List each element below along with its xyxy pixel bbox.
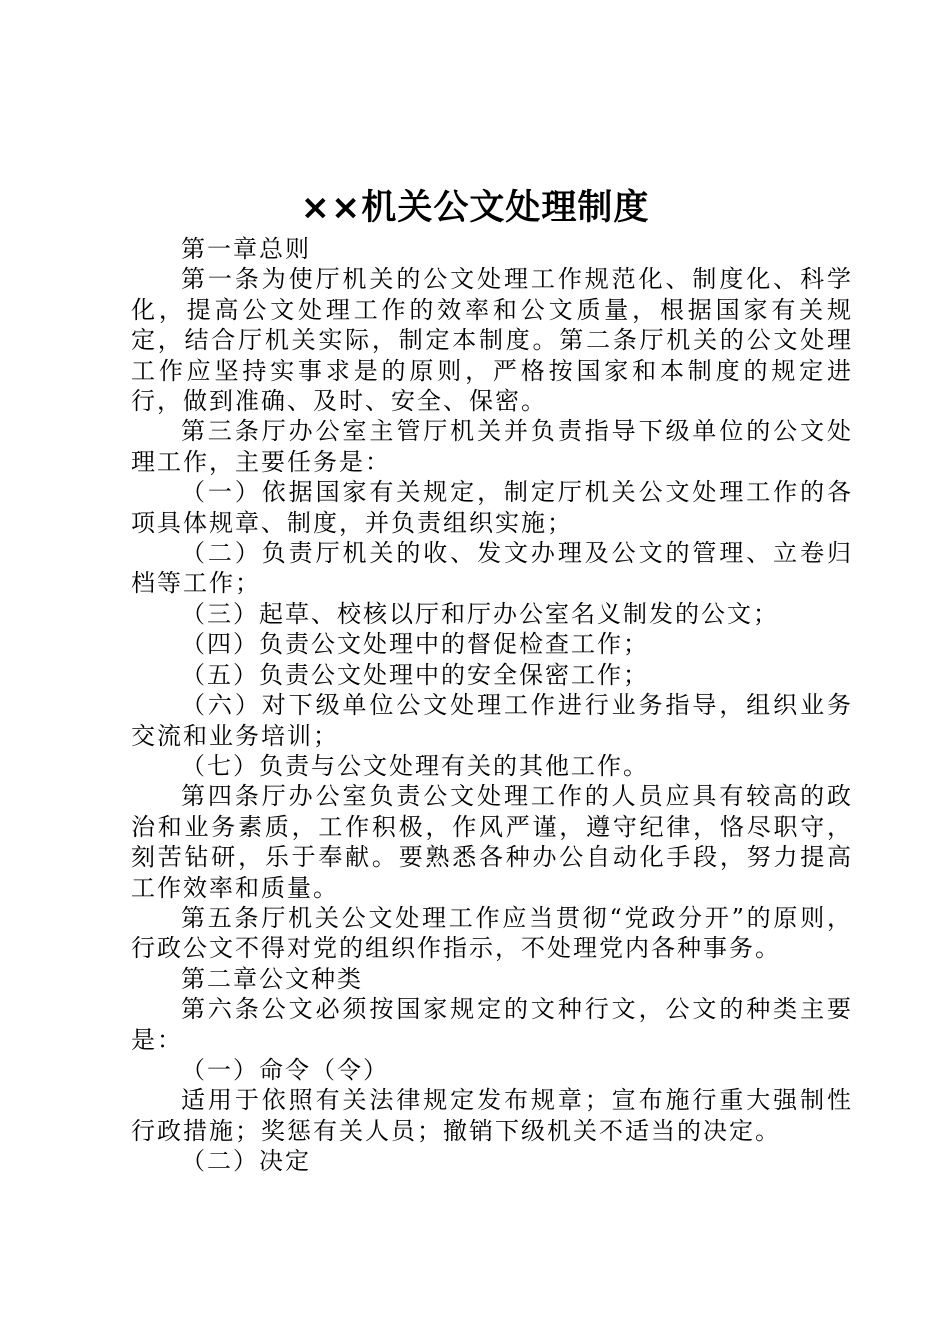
article-1-2: 第一条为使厅机关的公文处理工作规范化、制度化、科学化，提高公文处理工作的效率和公文质量，根据国家有关规定，结合厅机关实际，制定本制度。第二条厅机关的公文处理工作应坚持实事求是的原则，严格按国家和本制度的规定进行，做到准确、及时、安全、保密。 bbox=[131, 265, 853, 416]
article-6-item-1-text: 适用于依照有关法律规定发布规章；宣布施行重大强制性行政措施；奖惩有关人员；撤销下级机关不适当的决定。 bbox=[131, 1086, 853, 1145]
article-6: 第六条公文必须按国家规定的文种行文，公文的种类主要是： bbox=[131, 995, 853, 1054]
document-title: ××机关公文处理制度 bbox=[300, 188, 650, 228]
article-5: 第五条厅机关公文处理工作应当贯彻“党政分开”的原则，行政公文不得对党的组织作指示，不处理党内各种事务。 bbox=[131, 903, 853, 963]
article-3-item-1: （一）依据国家有关规定，制定厅机关公文处理工作的各项具体规章、制度，并负责组织实施； bbox=[131, 478, 853, 537]
article-6-item-1-heading: （一）命令（令） bbox=[181, 1055, 389, 1084]
article-4: 第四条厅办公室负责公文处理工作的人员应具有较高的政治和业务素质，工作积极，作风严谨，遵守纪律，恪尽职守，刻苦钻研，乐于奉献。要熟悉各种办公自动化手段，努力提高工作效率和质量。 bbox=[131, 782, 853, 902]
article-3-item-2: （二）负责厅机关的收、发文办理及公文的管理、立卷归档等工作； bbox=[131, 539, 853, 598]
article-3: 第三条厅办公室主管厅机关并负责指导下级单位的公文处理工作，主要任务是： bbox=[131, 417, 853, 476]
article-3-item-7: （七）负责与公文处理有关的其他工作。 bbox=[181, 751, 649, 780]
chapter-heading-1: 第一章总则 bbox=[181, 235, 311, 263]
article-3-item-6: （六）对下级单位公文处理工作进行业务指导，组织业务交流和业务培训； bbox=[131, 691, 853, 750]
chapter-heading-2: 第二章公文种类 bbox=[181, 964, 363, 993]
article-6-item-2-heading: （二）决定 bbox=[181, 1147, 311, 1176]
document-body bbox=[131, 234, 853, 1177]
article-3-item-4: （四）负责公文处理中的督促检查工作； bbox=[181, 630, 649, 659]
article-3-item-3: （三）起草、校核以厅和厅办公室名义制发的公文； bbox=[181, 599, 779, 628]
article-3-item-5: （五）负责公文处理中的安全保密工作； bbox=[181, 660, 649, 689]
